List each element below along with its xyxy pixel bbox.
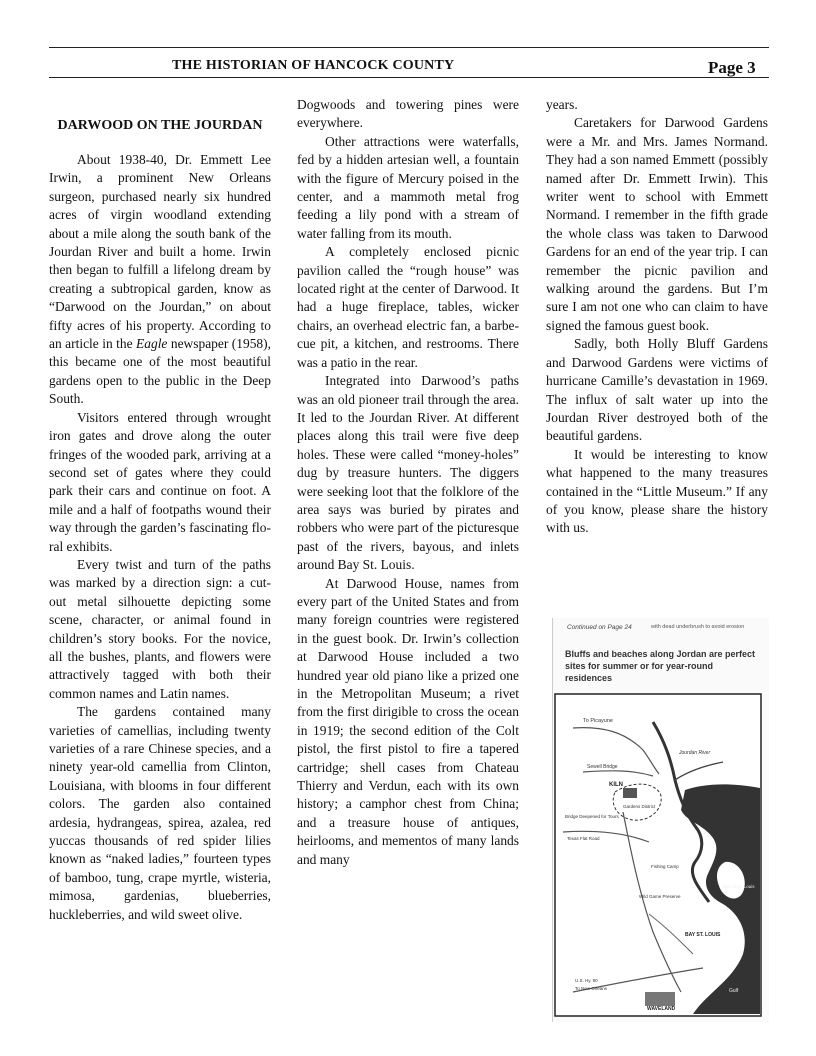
header-rule-bottom (49, 77, 769, 78)
header-rule-top (49, 47, 769, 48)
map-figure (552, 618, 769, 1022)
label-jourdan: Jourdan River (679, 750, 711, 756)
paragraph-1-text: About 1938-40, Dr. Emmett Lee Irwin, a prominent New Orleans surgeon, purchased nearly six hundred acres of virgin woodland extending about a mile along the south bank of the Jourdan River and built a home. Irwin then began to fulfill a lifelong dream by creating a subtropical garden, know as “Darwood on the Jourdan,” on about fifty acres of his property. According to an article in the (49, 152, 271, 352)
label-gulf: Gulf (729, 988, 739, 994)
label-texas: Texas Flat Road (567, 836, 600, 841)
paragraph-1 (49, 151, 271, 409)
label-bridge: Bridge Deepened for Tours (565, 814, 619, 819)
label-wild-game: Wild Game Preserve (639, 894, 681, 899)
map-headline: Bluffs and beaches along Jordan are perfect sites for summer or for year-round residences (565, 649, 756, 683)
paragraph-13: It would be interesting to know what happened to the many treasures contained in the “Little Museum.” If any of you know, please share the history with us. (546, 446, 768, 536)
paragraph-7: A completely enclosed picnic pavilion called the “rough house” was located right at the center of Darwood. It had a huge fireplace, tables, wicker chairs, an overhead electric fan, a barbecue pit, a kitchen, and restrooms. There was a patio in the rear. (297, 244, 519, 370)
column-2 (297, 96, 519, 869)
publication-title: THE HISTORIAN OF HANCOCK COUNTY (172, 58, 455, 73)
label-us90: U.S. Hy. 90 (575, 978, 598, 983)
map-erosion-note: with dead underbrush to avoid erosion (651, 624, 745, 630)
page-number: Page 3 (708, 58, 756, 77)
label-picayune: To Picayune (583, 718, 613, 724)
label-sewell: Sewell Bridge (587, 764, 618, 770)
label-fishing: Fishing Camp (651, 864, 679, 869)
waveland-town (645, 992, 675, 1006)
paragraph-3: Every twist and turn of the paths was marked by a direction sign: a cut-out metal silhouette depicting some scene, character, or animal found in children’s story books. For the novice, all the bushes, plants, and flowers were attractively tagged with both their common names and Latin names. (49, 556, 271, 701)
paragraph-11: Caretakers for Darwood Gardens were a Mr. and Mrs. James Normand. They had a son named Emmett (possibly named after Dr. Emmett Irwin). This writer went to school with Emmett Normand. I remember in the fifth grade the whole class was taken to Darwood Gardens for an end of the year trip. I can remember the picnic pavilion and walking around the gardens. But I’m sure I am not one who can claim to have signed the famous guest book. (546, 115, 768, 333)
column-3 (546, 96, 768, 538)
paragraph-2: Visitors entered through wrought iron gates and drove along the outer fringes of the wooded park, arriving at a second set of gates where they could park their cars and continue on foot. A mile and a half of footpaths wound their way through the garden’s fascinating floral exhibits. (49, 409, 271, 554)
paragraph-1-end: newspaper (1958), this became one of the most beautiful gardens open to the public in the Deep South. (49, 336, 271, 407)
label-kiln: KILN (609, 782, 623, 788)
label-bay: Bay of St. Louis (723, 884, 755, 889)
column-1 (49, 117, 271, 924)
paragraph-5: Dogwoods and towering pines were everywhere. (297, 97, 519, 131)
label-bay-st-louis: BAY ST. LOUIS (685, 932, 721, 938)
map-continued-note: Continued on Page 24 (567, 624, 632, 631)
label-gardens: Gardens District (623, 804, 656, 809)
label-nola: To New Orleans (575, 986, 608, 991)
label-waveland: WAVELAND (647, 1006, 676, 1012)
paragraph-8: Integrated into Darwood’s paths was an old pioneer trail through the area. It led to the Jourdan River. At different places along this trail were five deep holes. These were called “money-holes” dug by treasure hunters. The diggers were seeking loot that the folklore of the area says was buried by pirates and robbers who were part of the picturesque past of the rivers, bayous, and inlets around Bay St. Louis. (297, 373, 519, 573)
paragraph-9: At Darwood House, names from every part of the United States and from many foreign countries were registered in the guest book. Dr. Irwin’s collection at Darwood House included a two hundred year old piano like a prized one in the Metropolitan Museum; a rivet from the first dirigible to cross the ocean in 1919; the second edition of the Colt pistol, the first pistol to fire a tapered cartridge; shell cases from Chateau Thierry and Verdun, each with its own history; a camphor chest from China; and a treasure house of antiques, heirlooms, and mementos of many lands and many (297, 575, 519, 867)
paragraph-12: Sadly, both Holly Bluff Gardens and Darwood Gardens were victims of hurricane Camille’s devastation in 1969. The influx of salt water up into the Jourdan River destroyed both of the beautiful gardens. (546, 336, 768, 444)
jourdan-river-map (553, 692, 769, 1018)
paragraph-6: Other attractions were waterfalls, fed by a hidden artesian well, a fountain with the figure of Mercury poised in the center, and a mammoth metal frog feeding a lily pond with a stream of water falling from its mouth. (297, 133, 519, 241)
paragraph-10: years. (546, 97, 578, 112)
newspaper-name: Eagle (136, 336, 168, 352)
kiln-town (623, 788, 637, 798)
paragraph-4: The gardens contained many varieties of camellias, including twenty varieties of a rare Chinese species, and a ninety year-old camellia from Clinton, Louisiana, with blooms in four different colors. The garden also contained ardesia, hydrangeas, spirea, azalea, red yuccas thousands of red spider lilies known as “naked ladies,” fourteen types of bamboo, tung, crape myrtle, wisteria, mimosa, gardenias, blueberries, huckleberries, and wild sweet olive. (49, 704, 271, 922)
article-title: DARWOOD ON THE JOURDAN (57, 118, 263, 133)
